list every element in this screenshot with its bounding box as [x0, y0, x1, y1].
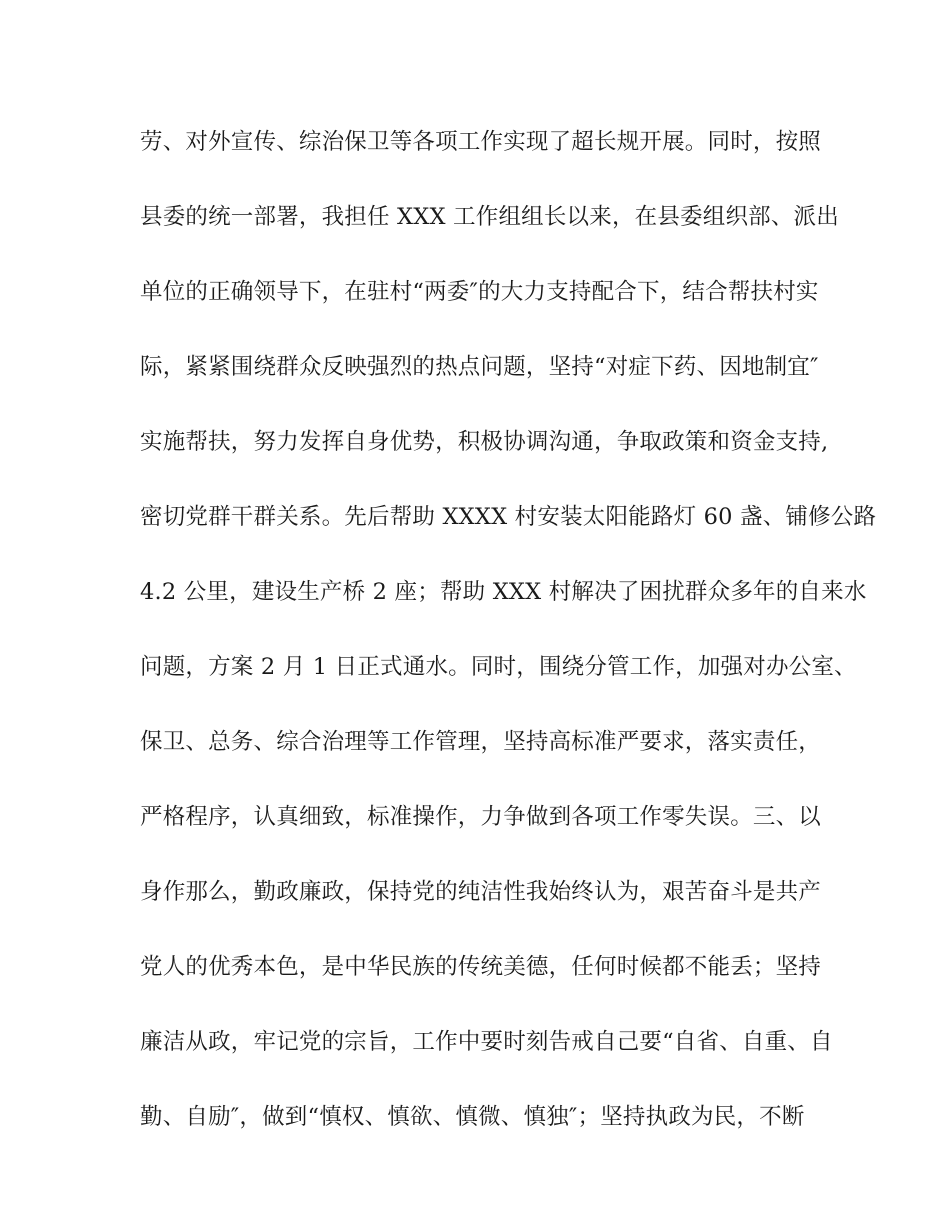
text-line: 劳、对外宣传、综治保卫等各项工作实现了超长规开展。同时，按照 — [140, 129, 822, 155]
text-line: 保卫、总务、综合治理等工作管理，坚持高标准严要求，落实责任， — [140, 729, 822, 755]
text-line: 际，紧紧围绕群众反映强烈的热点问题，坚持“对症下药、因地制宜″ — [140, 354, 819, 380]
text-line: 身作那么，勤政廉政，保持党的纯洁性我始终认为，艰苦奋斗是共产 — [140, 879, 822, 905]
text-line: 问题，方案 2 月 1 日正式通水。同时，围绕分管工作，加强对办公室、 — [140, 654, 857, 680]
text-line: 严格程序，认真细致，标准操作，力争做到各项工作零失误。三、以 — [140, 804, 822, 830]
text-line: 4.2 公里，建设生产桥 2 座；帮助 XXX 村解决了困扰群众多年的自来水 — [140, 579, 867, 605]
text-line: 县委的统一部署，我担任 XXX 工作组组长以来，在县委组织部、派出 — [140, 204, 839, 230]
text-line: 密切党群干群关系。先后帮助 XXXX 村安装太阳能路灯 60 盏、铺修公路 — [140, 504, 877, 530]
text-line: 勤、自励″，做到“慎权、慎欲、慎微、慎独″；坚持执政为民，不断 — [140, 1104, 805, 1130]
text-line: 党人的优秀本色，是中华民族的传统美德，任何时候都不能丢；坚持 — [140, 954, 822, 980]
text-line: 廉洁从政，牢记党的宗旨，工作中要时刻告戒自己要“自省、自重、自 — [140, 1029, 833, 1055]
text-line: 实施帮扶，努力发挥自身优势，积极协调沟通，争取政策和资金支持, — [140, 429, 829, 455]
text-line: 单位的正确领导下，在驻村“两委″的大力支持配合下，结合帮扶村实 — [140, 279, 819, 305]
